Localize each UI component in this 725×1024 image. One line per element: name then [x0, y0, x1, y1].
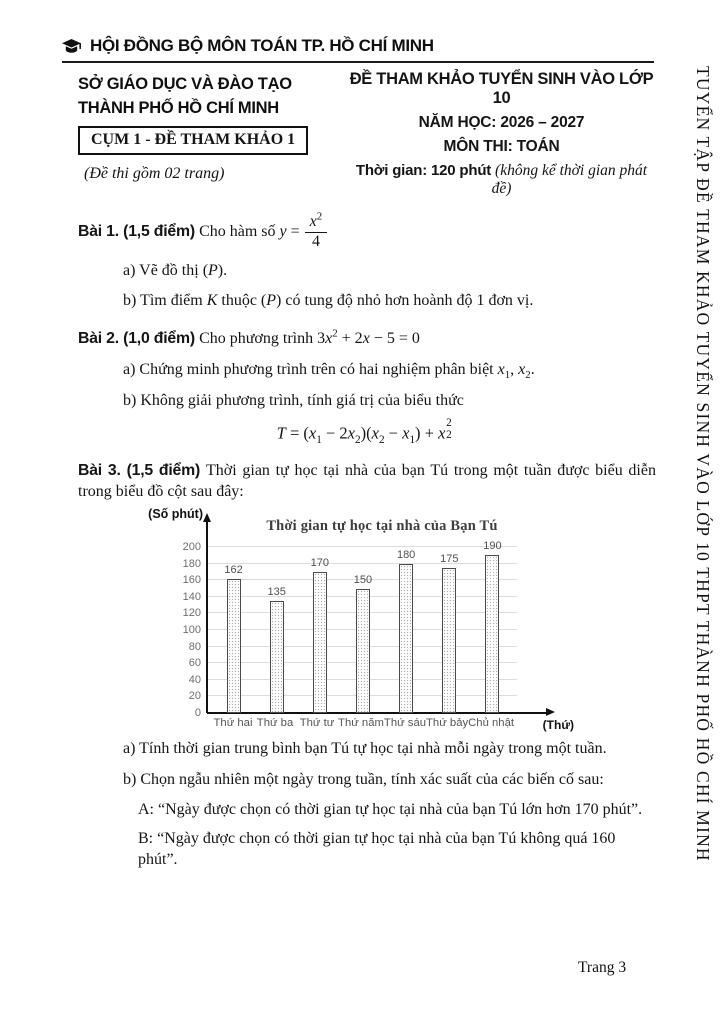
y-tick-label: 100 [182, 624, 201, 637]
bar-value-label: 190 [483, 540, 502, 553]
problem-3-event-b: B: “Ngày được chọn có thời gian tự học tại nhà của bạn Tú không quá 160 phút”. [138, 830, 616, 869]
math-K: K [206, 292, 218, 310]
bar-slot [341, 517, 384, 713]
chart-bar [310, 556, 330, 713]
bar-value-label: 170 [310, 556, 330, 569]
y-tick-label: 40 [188, 673, 201, 686]
part-text: a) Vẽ đồ thị [123, 261, 203, 279]
exam-duration: Thời gian: 120 phút [355, 162, 496, 179]
math-fraction [305, 210, 328, 251]
x-category-label: Thứ ba [256, 717, 294, 730]
part-text: có tung độ nhỏ hơn hoành độ 1 đơn vị. [281, 292, 534, 310]
problem-1-intro: Cho hàm số [199, 222, 280, 240]
chart-bar [440, 552, 459, 713]
y-tick-label: 120 [182, 607, 201, 620]
problem-2-part-b: b) Không giải phương trình, tính giá trị của biểu thức [123, 391, 464, 409]
committee-header [62, 36, 654, 63]
bar-slot [255, 517, 298, 713]
chart-title: Thời gian tự học tại nhà của Bạn Tú [266, 518, 498, 535]
chart-bar [267, 586, 286, 713]
math-y-equals: y = [279, 222, 300, 240]
fraction-denominator: 4 [311, 232, 320, 250]
exam-time-note: (không kể thời gian phát đề) [491, 162, 648, 197]
chart-bar [396, 548, 416, 713]
exam-title: ĐỀ THAM KHẢO TUYỂN SINH VÀO LỚP 10 [349, 70, 654, 107]
chart-plot-area [182, 517, 517, 720]
cluster-box: CỤM 1 - ĐỀ THAM KHẢO 1 [78, 126, 308, 155]
x-category-label: Thứ sáu [383, 717, 427, 730]
y-tick-label: 0 [194, 707, 201, 720]
exam-content [78, 36, 656, 871]
exam-header [78, 70, 656, 198]
bar-value-label: 180 [396, 548, 416, 561]
chart-bar [353, 573, 373, 714]
exam-header-left [78, 70, 343, 198]
problem-1-part-b [123, 291, 656, 312]
y-tick-label: 180 [182, 557, 201, 570]
problem-3-text: Thời gian tự học tại nhà của bạn Tú trong một tuần được biểu diễn trong biểu đồ cột sau đây: [78, 461, 656, 501]
chart-y-ticks [167, 517, 201, 720]
problem-3-part-b: b) Chọn ngẫu nhiên một ngày trong tuần, tính xác suất của các biến cố sau: [123, 770, 604, 788]
y-tick-label: 60 [188, 657, 201, 670]
problem-2-intro: Cho phương trình [199, 330, 318, 348]
problem-3-label: Bài 3. (1,5 điểm) [78, 461, 206, 479]
problem-3-statement [78, 460, 656, 503]
exam-time [347, 162, 656, 198]
math-P: (P) [260, 292, 282, 310]
x-category-label: Thứ tư [299, 717, 335, 730]
problem-3-part-a: a) Tính thời gian trung bình bạn Tú tự học tại nhà mỗi ngày trong một tuần. [123, 740, 607, 758]
department-line-2: THÀNH PHỐ HỒ CHÍ MINH [78, 99, 279, 117]
part-text: . [223, 261, 228, 279]
bar-value-label: 135 [267, 586, 286, 599]
bar-slot [428, 517, 471, 713]
problem-2-part-a [123, 360, 656, 381]
chart-x-labels [212, 717, 574, 733]
x-category-label: Thứ năm [338, 717, 384, 730]
part-text: thuộc [217, 292, 261, 310]
bar-value-label: 150 [353, 573, 373, 586]
part-text: b) Tìm điểm [123, 292, 207, 310]
bar-slot [212, 517, 255, 713]
bar-value-label: 162 [224, 563, 243, 576]
bar-slot [385, 517, 428, 713]
problem-3-event-a: A: “Ngày được chọn có thời gian tự học tại nhà của bạn Tú lớn hơn 170 phút”. [138, 800, 643, 818]
y-tick-label: 80 [188, 640, 201, 653]
bar-slot [471, 517, 514, 713]
math-roots: $x_1$, $x_2$ [497, 360, 531, 381]
y-tick-label: 140 [182, 590, 201, 603]
math-P: (P) [202, 261, 224, 279]
y-tick-label: 200 [182, 541, 201, 554]
exam-year: NĂM HỌC: 2026 – 2027 [418, 114, 585, 131]
x-category-label: Chủ nhật [468, 717, 514, 730]
problem-1-part-a [123, 261, 656, 282]
bar-value-label: 175 [440, 552, 459, 565]
chart-bar [483, 540, 502, 713]
exam-header-right [343, 70, 656, 198]
x-category-label: Thứ bảy [426, 717, 469, 730]
study-time-bar-chart [148, 507, 574, 733]
chart-y-axis-label: (Số phút) [148, 507, 203, 522]
problem-1-label: Bài 1. (1,5 điểm) [78, 222, 200, 240]
part-text: a) Chứng minh phương trình trên có hai nghiệm phân biệt [123, 360, 498, 378]
math-quadratic-equation: $3x^2 + 2x - 5 = 0$ [317, 327, 420, 348]
part-text: . [530, 360, 535, 378]
chart-bars [212, 517, 514, 713]
chart-x-axis-label: (Thứ) [542, 718, 574, 733]
problem-2-statement [78, 328, 656, 350]
problem-2-label: Bài 2. (1,0 điểm) [78, 330, 200, 348]
problem-1-statement [78, 210, 656, 251]
committee-title: HỘI ĐỒNG BỘ MÔN TOÁN TP. HỒ CHÍ MINH [90, 36, 434, 55]
bar-slot [298, 517, 341, 713]
page-number: Trang 3 [578, 959, 627, 976]
y-tick-label: 160 [182, 574, 201, 587]
graduation-cap-icon [62, 39, 81, 54]
math-T-expression: $T = (x_1 - 2x_2)(x_2 - x_1) + x$ 2 2 [276, 416, 452, 447]
department-line-1: SỞ GIÁO DỤC VÀ ĐÀO TẠO [78, 75, 292, 93]
exam-subject: MÔN THI: TOÁN [443, 138, 560, 155]
chart-y-axis [206, 521, 208, 713]
chart-bar [224, 563, 243, 713]
pages-note: (Đề thi gồm 02 trang) [84, 165, 225, 182]
vertical-banner-text: TUYỂN TẬP ĐỀ THAM KHẢO TUYỂN SINH VÀO LỚP 10 THPT THÀNH PHỐ HỒ CHÍ MINH [693, 66, 713, 862]
fraction-numerator: $x^2$ [305, 214, 328, 233]
x-category-label: Thứ hai [213, 717, 253, 730]
y-tick-label: 20 [188, 690, 201, 703]
